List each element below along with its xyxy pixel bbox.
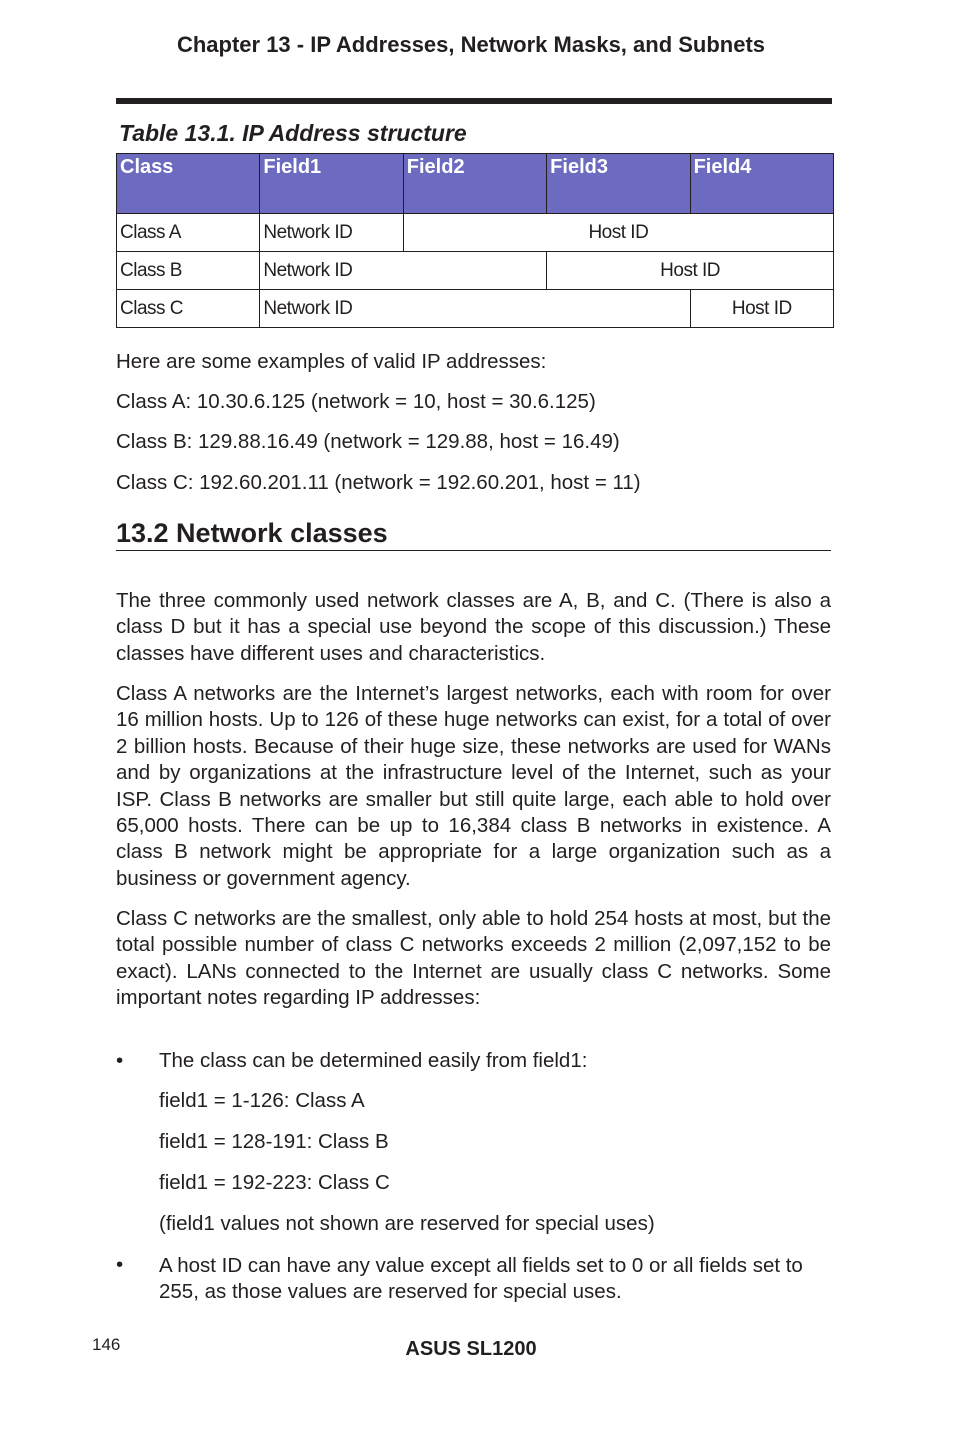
footer-product: ASUS SL1200 bbox=[405, 1338, 537, 1360]
paragraph-class-c: Class C networks are the smallest, only able to hold 254 hosts at most, but the total possible number of class C networks exceeds 2 million (2,097,152 to be exact). LANs connected to the Internet are usually class C networks. Some important notes regarding IP addresses: bbox=[116, 907, 831, 1010]
chapter-heading: Chapter 13 - IP Addresses, Network Masks, and Subnets bbox=[176, 32, 766, 57]
bullet-marker: • bbox=[116, 1253, 124, 1276]
example-class-b: Class B: 129.88.16.49 (network = 129.88, host = 16.49) bbox=[116, 430, 620, 453]
host-id-cell: Host ID bbox=[547, 252, 834, 290]
header-cell: Field1 bbox=[260, 154, 403, 214]
network-id-cell: Network ID bbox=[260, 290, 690, 328]
page-number: 146 bbox=[92, 1335, 121, 1354]
host-id-cell: Host ID bbox=[690, 290, 833, 328]
paragraph-class-a-b: Class A networks are the Internet’s largest networks, each with room for over 16 million hosts. Up to 126 of these huge networks can exist, for a total of over 2 billion hosts. Because of their huge size, these networks are used for WANs and by organizations at the infrastructure level of the Internet, such as your ISP. Class B networks are smaller but still quite large, each able to hold over 65,000 hosts. There can be up to 16,384 class B networks in existence. A class B network might be appropriate for a large organization such as a business or government agency. bbox=[116, 682, 831, 890]
paragraph-intro: The three commonly used network classes are A, B, and C. (There is also a class D but it has a special use beyond the scope of this discussion.) These classes have different uses and characteristics. bbox=[116, 589, 831, 665]
network-id-cell: Network ID bbox=[260, 252, 547, 290]
header-cell: Field2 bbox=[403, 154, 546, 214]
class-cell: Class C bbox=[117, 290, 260, 328]
section-heading: 13.2 Network classes bbox=[116, 516, 831, 551]
ip-structure-table bbox=[116, 153, 834, 328]
table-row bbox=[117, 214, 834, 252]
examples-intro: Here are some examples of valid IP addresses: bbox=[116, 350, 547, 373]
header-rule bbox=[116, 98, 832, 104]
example-class-a: Class A: 10.30.6.125 (network = 10, host = 30.6.125) bbox=[116, 390, 596, 413]
header-cell: Class bbox=[117, 154, 260, 214]
range-class-c: field1 = 192-223: Class C bbox=[159, 1171, 390, 1194]
class-cell: Class B bbox=[117, 252, 260, 290]
bullet-class-determination: The class can be determined easily from field1: bbox=[159, 1049, 588, 1072]
range-class-b: field1 = 128-191: Class B bbox=[159, 1130, 389, 1153]
table-row bbox=[117, 252, 834, 290]
table-header-row bbox=[117, 154, 834, 214]
class-cell: Class A bbox=[117, 214, 260, 252]
range-class-a: field1 = 1-126: Class A bbox=[159, 1089, 365, 1112]
header-cell: Field4 bbox=[690, 154, 833, 214]
table-row bbox=[117, 290, 834, 328]
network-id-cell: Network ID bbox=[260, 214, 403, 252]
bullet-marker: • bbox=[116, 1049, 124, 1072]
bullet-host-id: A host ID can have any value except all fields set to 0 or all fields set to 255, as those values are reserved for special uses. bbox=[159, 1254, 803, 1304]
header-cell: Field3 bbox=[547, 154, 690, 214]
table-caption: Table 13.1. IP Address structure bbox=[119, 120, 467, 146]
reserved-note: (field1 values not shown are reserved for special uses) bbox=[159, 1212, 655, 1235]
example-class-c: Class C: 192.60.201.11 (network = 192.60.201, host = 11) bbox=[116, 471, 641, 494]
host-id-cell: Host ID bbox=[403, 214, 833, 252]
